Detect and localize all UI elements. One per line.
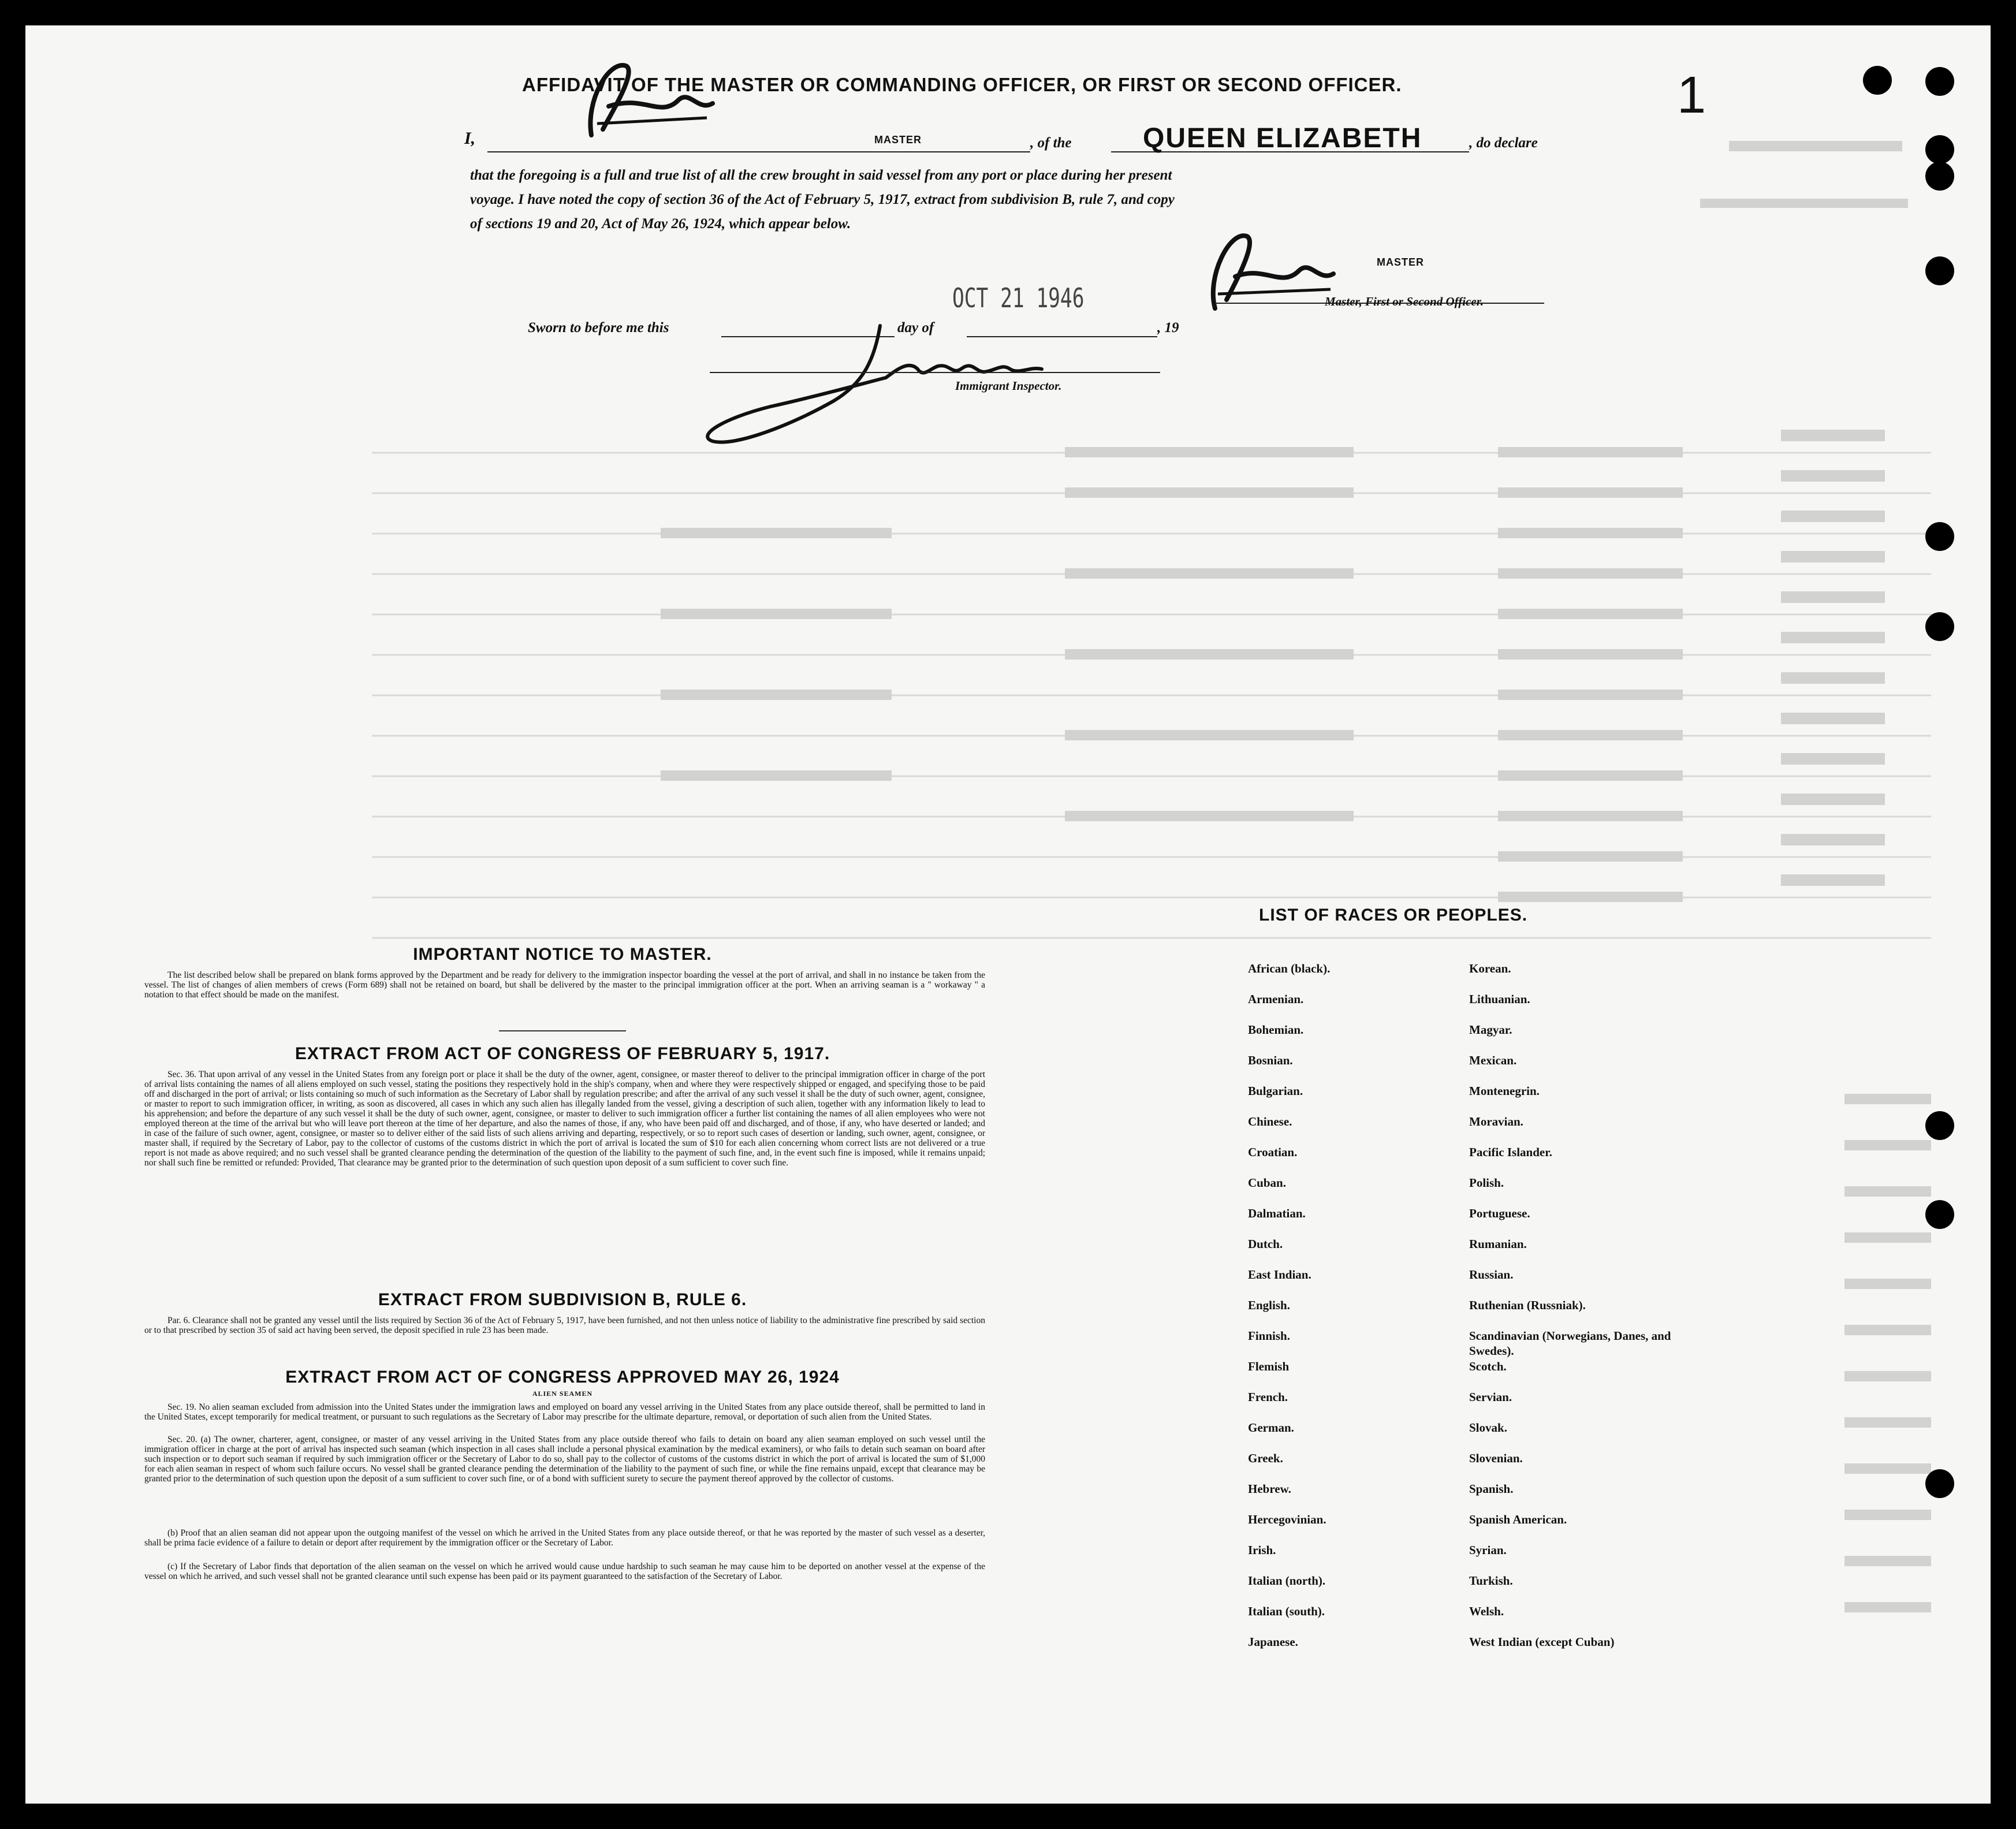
extract-1924-subtitle: ALIEN SEAMEN	[532, 1390, 593, 1398]
margin-mark: 1	[1677, 66, 1706, 124]
extract-1924-title: EXTRACT FROM ACT OF CONGRESS APPROVED MAY 26, 1924	[285, 1368, 840, 1387]
race-item: Japanese.	[1248, 1635, 1298, 1649]
punch-hole	[1925, 256, 1954, 285]
races-left-column	[1248, 961, 1444, 1665]
race-item: Magyar.	[1469, 1023, 1512, 1037]
captain-signature-top	[574, 49, 724, 147]
punch-hole	[1925, 67, 1954, 96]
race-item: Hebrew.	[1248, 1482, 1291, 1496]
inspector-label: Immigrant Inspector.	[955, 379, 1062, 393]
ship-name: QUEEN ELIZABETH	[1143, 123, 1422, 154]
race-item: Mexican.	[1469, 1053, 1517, 1067]
affidavit-line-2: voyage. I have noted the copy of section 36 of the Act of February 5, 1917, extract from subdivision B, rule 7, and copy	[470, 192, 1175, 207]
captain-signature-bottom	[1201, 213, 1339, 317]
race-item: Hercegovinian.	[1248, 1513, 1326, 1526]
punch-hole	[1925, 1200, 1954, 1229]
affidavit-line-3: of sections 19 and 20, Act of May 26, 1924, which appear below.	[470, 216, 851, 232]
race-item: Rumanian.	[1469, 1237, 1527, 1251]
race-item: Korean.	[1469, 962, 1511, 975]
race-item: Ruthenian (Russniak).	[1469, 1298, 1586, 1312]
notice-title: IMPORTANT NOTICE TO MASTER.	[413, 945, 712, 964]
master-stamp: MASTER	[874, 134, 922, 146]
race-item: Lithuanian.	[1469, 992, 1530, 1006]
race-item: Bosnian.	[1248, 1053, 1293, 1067]
race-item: Croatian.	[1248, 1145, 1298, 1159]
race-item: Spanish American.	[1469, 1513, 1567, 1526]
race-item: Syrian.	[1469, 1543, 1507, 1557]
i-label: I,	[464, 129, 476, 148]
race-item: Bohemian.	[1248, 1023, 1304, 1037]
race-item: Polish.	[1469, 1176, 1504, 1190]
race-item: Moravian.	[1469, 1115, 1523, 1128]
race-item: Flemish	[1248, 1359, 1290, 1373]
race-item: African (black).	[1248, 962, 1331, 975]
race-item: Portuguese.	[1469, 1206, 1530, 1220]
master-signature-stamp: MASTER	[1377, 256, 1424, 268]
punch-hole	[1925, 612, 1954, 641]
punch-hole	[1863, 66, 1892, 95]
race-item: Servian.	[1469, 1390, 1512, 1404]
race-item: Slovenian.	[1469, 1451, 1523, 1465]
race-item: Spanish.	[1469, 1482, 1514, 1496]
race-item: French.	[1248, 1390, 1288, 1404]
race-item: Slovak.	[1469, 1421, 1507, 1435]
extract-1917-title: EXTRACT FROM ACT OF CONGRESS OF FEBRUARY 5, 1917.	[295, 1044, 830, 1063]
race-item: East Indian.	[1248, 1268, 1311, 1282]
race-item: Armenian.	[1248, 992, 1304, 1006]
races-title: LIST OF RACES OR PEOPLES.	[1259, 906, 1528, 925]
extract-rule6-title: EXTRACT FROM SUBDIVISION B, RULE 6.	[378, 1290, 747, 1309]
punch-hole	[1925, 1111, 1954, 1140]
race-item: Russian.	[1469, 1268, 1514, 1282]
sworn-label: Sworn to before me this	[528, 320, 669, 336]
race-item: German.	[1248, 1421, 1294, 1435]
race-item: Greek.	[1248, 1451, 1283, 1465]
race-item: Pacific Islander.	[1469, 1145, 1552, 1159]
race-item: Dalmatian.	[1248, 1206, 1306, 1220]
punch-hole	[1925, 1469, 1954, 1498]
race-item: Scotch.	[1469, 1359, 1507, 1373]
sec-20c-text: (c) If the Secretary of Labor finds that deportation of the alien seaman on the vessel on which he arrived would cause undue hardship to such seaman he may cause him to be deported on another vessel at the expense of the vessel on which he arrived, and such vessel shall not be granted clearance until such expense has been paid or its payment guaranteed to the satisfaction of the Secretary of Labor.	[144, 1562, 985, 1581]
affidavit-title: AFFIDAVIT OF THE MASTER OR COMMANDING OFFICER, OR FIRST OR SECOND OFFICER.	[522, 74, 1402, 95]
race-item: Irish.	[1248, 1543, 1276, 1557]
race-item: Turkish.	[1469, 1574, 1513, 1588]
punch-hole	[1925, 162, 1954, 191]
name-line	[487, 151, 1030, 152]
race-item: English.	[1248, 1298, 1290, 1312]
race-item: Chinese.	[1248, 1115, 1292, 1128]
year-label: , 19	[1157, 320, 1179, 336]
sec-20b-text: (b) Proof that an alien seaman did not appear upon the outgoing manifest of the vessel on which he arrived in the United States from any place outside thereof, or that he was reported by the master of such vessel as a deserter, shall be prima facie evidence of a failure to detain or deport after requirement by the immigration officer or the Secretary of Labor.	[144, 1528, 985, 1548]
race-item: Cuban.	[1248, 1176, 1286, 1190]
extract-1917-text: Sec. 36. That upon arrival of any vessel in the United States from any foreign port or place it shall be the duty of the owner, agent, consignee, or master thereof to deliver to the principal immigration officer in charge of the port of arrival lists containing the names of all aliens employed on such vessel, stating the positions they respectively hold in the ship's company, when and where they were respectively shipped or engaged, and specifying those to be paid off and discharged in the port of arrival; or lists containing so much of such information as the Secretary of Labor shall by regulation prescribe; and after the arrival of any such vessel it shall be the duty of such owner, agent, consignee, or master to report to such immigration officer, in writing, as soon as discovered, all cases in which any such alien has illegally landed from the vessel, giving a description of such alien, together with any information likely to lead to his apprehension; and before the departure of any such vessel it shall be the duty of such owner, agent, consignee, or master to deliver to such immigration officer a further list containing the names of all alien employees who were not employed thereon at the time of the arrival but who will leave port thereon at the time of her departure, and also the names of those, if any, who have been paid off and discharged, and of those, if any, who have deserted or landed; and in case of the failure of such owner, agent, consignee, or master so to deliver either of the said lists of such aliens arriving and departing, respectively, or so to report such cases of desertion or landing, such owner, agent, consignee, or master shall, if required by the Secretary of Labor, pay to the collector of customs of the customs district in which the port of arrival is located the sum of $10 for each alien concerning whom correct lists are not delivered or a true report is not made as above required; and no such vessel shall be granted clearance pending the determination of the question of the liability to the payment of such fine, and, in the event such fine is imposed, while it remains unpaid; nor shall such fine be remitted or refunded: Provided, That clearance may be granted prior to the determination of such question upon deposit of a sum sufficient to cover such fine.	[144, 1070, 985, 1168]
of-the-label: , of the	[1030, 135, 1072, 151]
race-item: Scandinavian (Norwegians, Danes, and Swedes).	[1469, 1329, 1671, 1358]
manifest-page	[25, 25, 1991, 1804]
notice-divider	[499, 1030, 626, 1031]
race-item: Welsh.	[1469, 1604, 1504, 1618]
affidavit-line-1: that the foregoing is a full and true list of all the crew brought in said vessel from any port or place during her present	[470, 167, 1172, 183]
race-item: Dutch.	[1248, 1237, 1283, 1251]
sec-19-text: Sec. 19. No alien seaman excluded from admission into the United States under the immigration laws and employed on board any vessel arriving in the United States from any place outside thereof, shall be permitted to land in the United States, except temporarily for medical treatment, or pursuant to such regulations as the Secretary of Labor may prescribe for the ultimate departure, removal, or deportation of such alien from the United States.	[144, 1402, 985, 1422]
race-item: West Indian (except Cuban)	[1469, 1635, 1615, 1649]
extract-rule6-text: Par. 6. Clearance shall not be granted any vessel until the lists required by Section 36 of the Act of February 5, 1917, have been furnished, and not then unless notice of liability to the administrative fine prescribed by said section or to that prescribed by section 35 of said act having been served, the deposit specified in rule 23 has been made.	[144, 1316, 985, 1335]
race-item: Montenegrin.	[1469, 1084, 1540, 1098]
signature-label: Master, First or Second Officer.	[1325, 295, 1484, 308]
day-of-label: day of	[897, 320, 934, 336]
punch-hole	[1925, 522, 1954, 551]
do-declare-label: , do declare	[1469, 135, 1538, 151]
race-item: Italian (north).	[1248, 1574, 1326, 1588]
races-right-column	[1469, 961, 1677, 1665]
race-item: Bulgarian.	[1248, 1084, 1303, 1098]
punch-hole	[1925, 135, 1954, 164]
race-item: Finnish.	[1248, 1329, 1290, 1343]
race-item: Italian (south).	[1248, 1604, 1325, 1618]
inspector-line	[710, 372, 1160, 373]
sec-20a-text: Sec. 20. (a) The owner, charterer, agent, consignee, or master of any vessel arriving in the United States from any place outside thereof who fails to detain on board any alien seaman employed on such vessel until the immigration officer in charge at the port of arrival has inspected such seaman (which inspection in all cases shall include a personal physical examination by the medical examiners), or who fails to detain such seaman on board after such inspection or to deport such seaman if required by such immigration officer or the Secretary of Labor to do so, shall pay to the collector of customs of the customs district in which the port of arrival is located the sum of $1,000 for each alien seaman in respect of whom such failure occurs. No vessel shall be granted clearance pending the determination of the liability to the payment of such fine, or while the fine remains unpaid, except that clearance may be granted prior to the determination of such question upon the deposit of a sum sufficient to cover such fine, or of a bond with sufficient surety to secure the payment thereof approved by the collector of customs.	[144, 1435, 985, 1484]
date-stamp: OCT 21 1946	[952, 282, 1085, 314]
notice-text: The list described below shall be prepared on blank forms approved by the Department and be ready for delivery to the immigration inspector boarding the vessel at the port of arrival, and shall in no instance be taken from the vessel. The list of changes of alien members of crews (Form 689) shall not be retained on board, but shall be delivered by the master to the principal immigration officer at the port. When an arriving seaman is a " workaway " a notation to that effect should be made on the manifest.	[144, 970, 985, 1000]
